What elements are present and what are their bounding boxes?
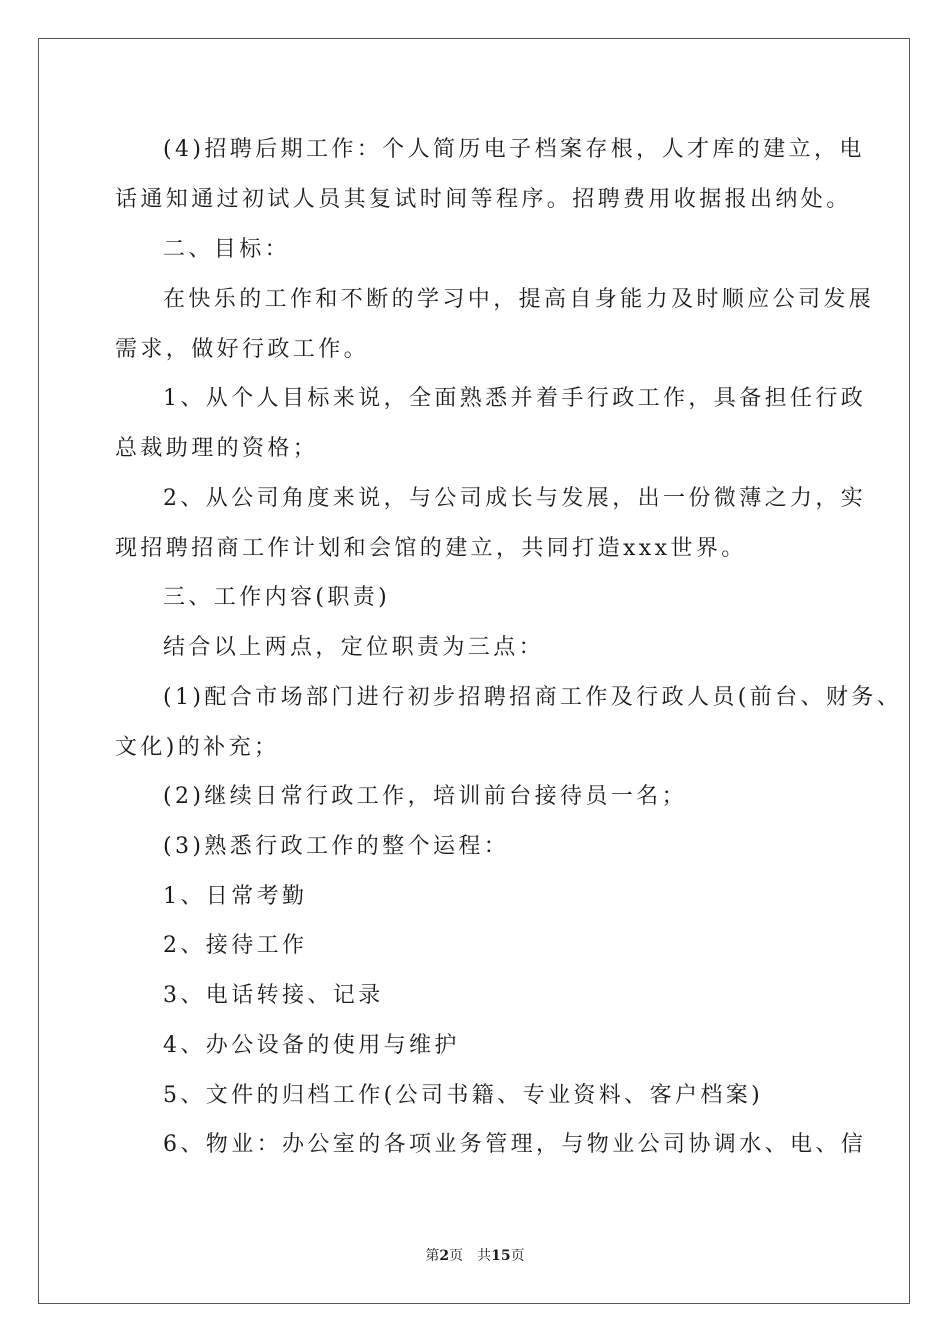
paragraph-line: 现招聘招商工作计划和会馆的建立，共同打造xxx世界。 <box>115 536 747 561</box>
paragraph-line: 结合以上两点，定位职责为三点： <box>163 635 545 660</box>
list-item: 1、从个人目标来说，全面熟悉并着手行政工作，具备担任行政 <box>163 386 867 411</box>
page-number: 2 <box>439 1248 450 1264</box>
total-label-prefix: 共 <box>477 1248 492 1264</box>
list-item: 2、接待工作 <box>163 933 308 958</box>
paragraph-line: (4)招聘后期工作：个人简历电子档案存根，人才库的建立，电 <box>163 137 865 162</box>
list-item: 2、从公司角度来说，与公司成长与发展，出一份微薄之力，实 <box>163 486 867 511</box>
paragraph-line: 话通知通过初试人员其复试时间等程序。招聘费用收据报出纳处。 <box>115 187 852 212</box>
page-label-prefix: 第 <box>425 1248 440 1264</box>
list-item: (2)继续日常行政工作，培训前台接待员一名； <box>163 784 687 809</box>
page-label-suffix: 页 <box>449 1248 464 1264</box>
total-label-suffix: 页 <box>510 1248 525 1264</box>
page-footer <box>0 1246 950 1266</box>
list-item: (1)配合市场部门进行初步招聘招商工作及行政人员(前台、财务、 <box>163 685 903 710</box>
list-item: 1、日常考勤 <box>163 884 308 909</box>
page-border <box>38 38 910 1304</box>
list-item: 4、办公设备的使用与维护 <box>163 1033 460 1058</box>
total-pages: 15 <box>491 1248 511 1264</box>
paragraph-line: 需求，做好行政工作。 <box>115 337 370 362</box>
list-item: 5、文件的归档工作(公司书籍、专业资料、客户档案) <box>163 1083 764 1108</box>
section-heading: 三、工作内容(职责) <box>163 585 391 610</box>
list-item: (3)熟悉行政工作的整个运程： <box>163 834 510 859</box>
list-item: 6、物业：办公室的各项业务管理，与物业公司协调水、电、信 <box>163 1132 867 1157</box>
list-item: 3、电话转接、记录 <box>163 983 384 1008</box>
paragraph-line: 文化)的补充； <box>115 735 280 760</box>
section-heading: 二、目标： <box>163 237 291 262</box>
paragraph-line: 总裁助理的资格； <box>115 436 319 461</box>
paragraph-line: 在快乐的工作和不断的学习中，提高自身能力及时顺应公司发展 <box>163 287 875 312</box>
